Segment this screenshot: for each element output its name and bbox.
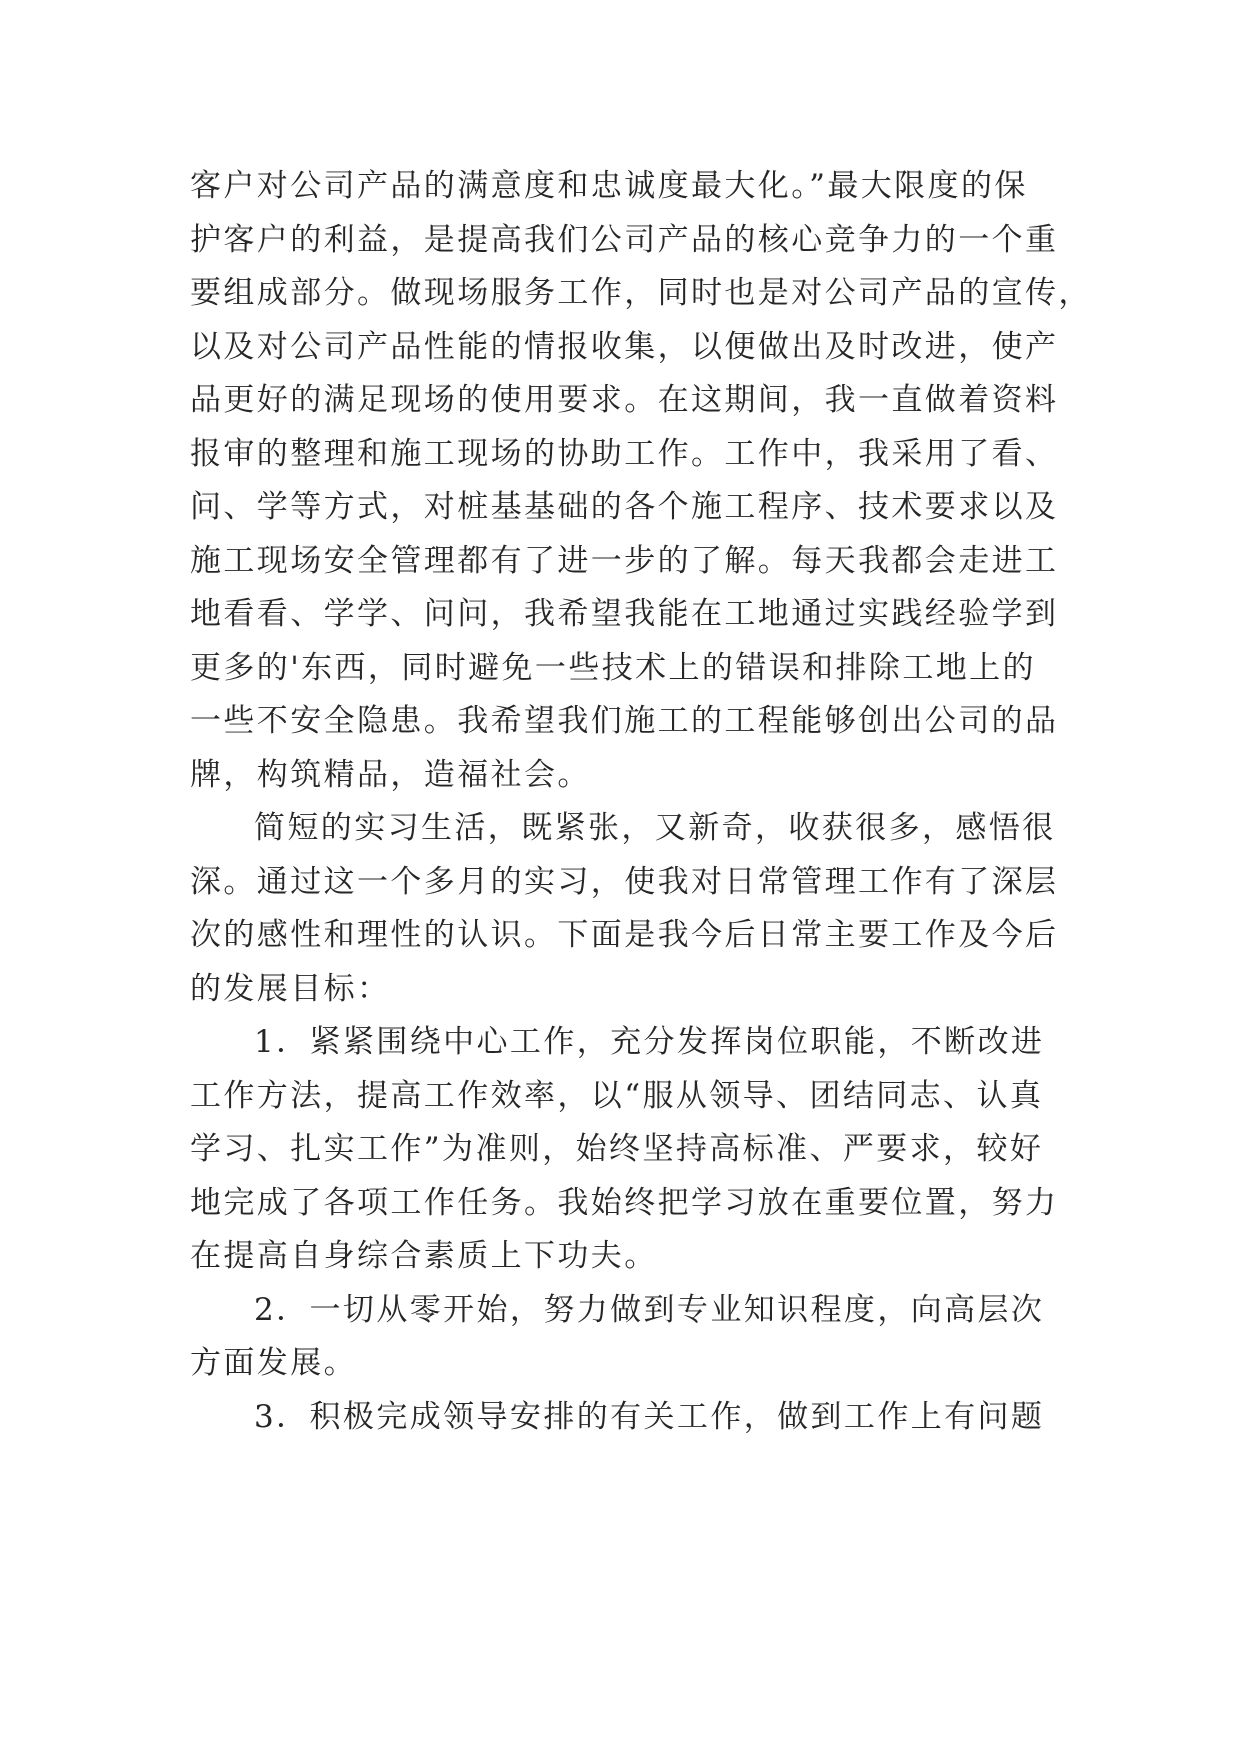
list-item-3-start: 3．积极完成领导安排的有关工作，做到工作上有问题 [254,1398,1045,1435]
list-item-2-start: 2．一切从零开始，努力做到专业知识程度，向高层次 [254,1291,1045,1328]
text-line: 要组成部分。做现场服务工作，同时也是对公司产品的宣传， [190,275,1092,311]
text-line: 在提高自身综合素质上下功夫。 [190,1238,658,1274]
body-text [190,160,1092,1444]
text-line: 施工现场安全管理都有了进一步的了解。每天我都会走进工 [190,542,1059,579]
text-line: 学习、扎实工作”为准则，始终坚持高标准、严要求，较好 [190,1131,1044,1167]
text-line: 工作方法，提高工作效率，以“服从领导、团结同志、认真 [190,1077,1044,1114]
text-line: 报审的整理和施工现场的协助工作。工作中，我采用了看、 [190,435,1059,472]
text-line: 地看看、学学、问问，我希望我能在工地通过实践经验学到 [190,596,1059,632]
list-item-1-start: 1．紧紧围绕中心工作，充分发挥岗位职能，不断改进 [254,1024,1045,1060]
text-line: 一些不安全隐患。我希望我们施工的工程能够创出公司的品 [190,703,1059,739]
text-line: 地完成了各项工作任务。我始终把学习放在重要位置，努力 [190,1184,1059,1221]
text-line: 更多的'东西，同时避免一些技术上的错误和排除工地上的 [190,649,1036,686]
text-line: 牌，构筑精品，造福社会。 [190,756,591,793]
text-line: 客户对公司产品的满意度和忠诚度最大化。”最大限度的保 [190,168,1028,204]
text-line: 次的感性和理性的认识。下面是我今后日常主要工作及今后 [190,917,1059,953]
text-line: 以及对公司产品性能的情报收集，以便做出及时改进，使产 [190,328,1059,365]
text-line: 的发展目标： [190,970,391,1007]
text-line: 深。通过这一个多月的实习，使我对日常管理工作有了深层 [190,863,1059,900]
text-line: 护客户的利益，是提高我们公司产品的核心竞争力的一个重 [190,221,1059,258]
paragraph-start-line: 简短的实习生活，既紧张，又新奇，收获很多，感悟很 [254,810,1056,846]
text-line: 品更好的满足现场的使用要求。在这期间，我一直做着资料 [190,382,1059,418]
text-line: 方面发展。 [190,1345,357,1381]
text-line: 问、学等方式，对桩基基础的各个施工程序、技术要求以及 [190,489,1059,525]
